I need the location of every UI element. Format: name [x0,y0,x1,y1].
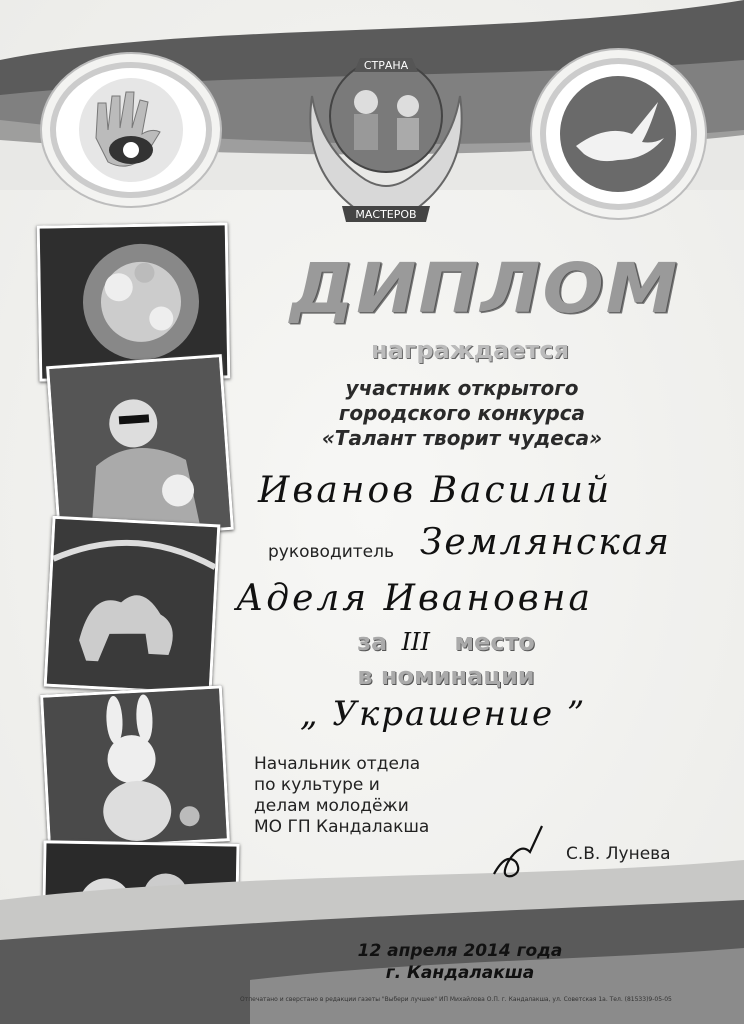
hand-badge [50,62,212,198]
recipient-name: Иванов Василий [258,470,613,511]
issue-date [330,940,590,984]
leader-label: руководитель [268,542,394,562]
handwritten-signature [486,822,566,882]
contest-line: «Талант творит чудеса» [321,426,603,450]
contest-line: городского конкурса [338,401,586,425]
photo-doll [46,354,234,542]
signatory-title [254,754,429,838]
diploma-title: ДИПЛОМ [290,248,680,328]
place-line [326,628,566,656]
dove-badge [540,58,697,210]
leader-surname: Землянская [420,522,672,563]
signatory-title-line: МО ГП Кандалакша [254,817,430,837]
leader-given-names: Аделя Ивановна [236,578,593,619]
nomination-label: в номинации [357,662,535,690]
signatory-title-line: делам молодёжи [254,796,409,816]
photo-horse-painting [44,516,221,696]
nomination-value: „ Украшение ” [300,694,587,734]
signatory-title-line: по культуре и [254,775,380,795]
emblem-bottom-text: МАСТЕРОВ [355,208,417,221]
photo-bunny [40,685,230,850]
emblem-top-text: СТРАНА [363,59,409,72]
printer-footer: Отпечатано и сверстано в редакции газеты "Выбери лучшее" ИП Михайлова О.П. г. Кандалакша, ул. Советская 1а. Тел. (81533)9-05-05 [240,996,672,1003]
contest-description [292,376,632,451]
place-number: III [401,628,431,656]
country-of-masters-emblem [302,36,470,232]
signatory-name: С.В. Лунева [566,844,671,864]
contest-line: участник открытого [345,376,579,400]
place-prefix: за [357,628,388,656]
awarded-label: награждается [371,336,569,364]
signatory-title-line: Начальник отдела [254,754,421,774]
place-line-city: г. Кандалакша [385,963,535,983]
place-suffix: место [454,628,535,656]
date-line: 12 апреля 2014 года [357,941,563,961]
